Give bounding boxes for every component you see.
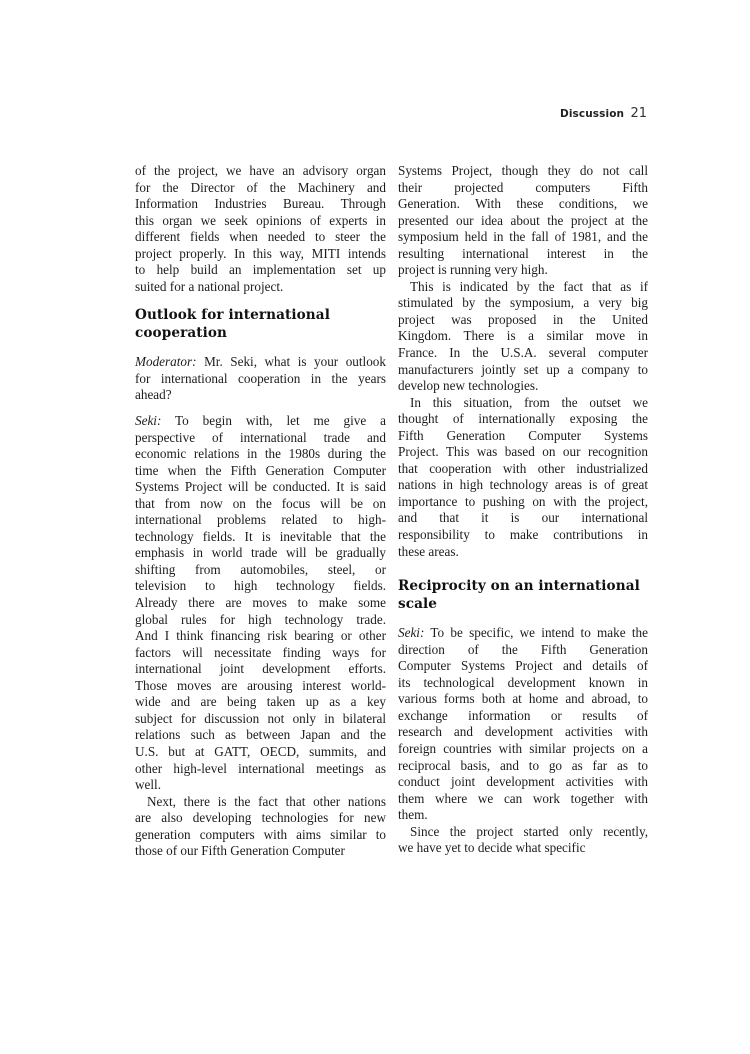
text-line: various forms both at home and abroad, to xyxy=(398,691,648,707)
text-line: other high-level international meetings as xyxy=(135,760,386,776)
text-line: foreign countries with similar projects on a xyxy=(398,740,648,756)
text-line: we have yet to decide what specific xyxy=(398,840,586,856)
text-line: project is running very high. xyxy=(398,262,548,278)
text-line: these areas. xyxy=(398,543,459,559)
running-header xyxy=(560,106,647,121)
text-line: different fields when needed to steer the xyxy=(135,229,386,245)
text-line: time when the Fifth Generation Computer xyxy=(135,462,386,478)
text-line: Kingdom. There is a similar move in xyxy=(398,328,648,344)
text-line: Moderator: Mr. Seki, what is your outlook xyxy=(135,354,386,370)
text-line: stimulated by the symposium, a very big xyxy=(398,295,648,311)
text-line: manufacturers jointly set up a company to xyxy=(398,361,648,377)
text-line: Systems Project, though they do not call xyxy=(398,163,648,178)
text-line: Seki: To be specific, we intend to make the xyxy=(398,625,648,641)
text-line: shifting from automobiles, steel, or xyxy=(135,561,386,577)
text-line: Information Industries Bureau. Through xyxy=(135,196,386,212)
text-line: them. xyxy=(398,807,428,823)
text-line: Seki: To begin with, let me give a xyxy=(135,413,386,429)
text-line: Next, there is the fact that other nations xyxy=(147,793,386,809)
text-line: are also developing technologies for new xyxy=(135,810,386,826)
section-heading-reciprocity: Reciprocity on an international scale xyxy=(398,578,640,612)
text-line: ahead? xyxy=(135,387,172,403)
text-line: television to high technology fields. xyxy=(135,578,386,594)
text-line: of the project, we have an advisory organ xyxy=(135,163,386,178)
text-line: their projected computers Fifth xyxy=(398,179,648,195)
text-line: technology fields. It is inevitable that the xyxy=(135,528,386,544)
text-line: international joint development efforts. xyxy=(135,661,386,677)
text-line: generation computers with aims similar to xyxy=(135,826,386,842)
right-column xyxy=(398,163,648,857)
paragraph-seki-specific xyxy=(398,625,648,824)
text-line: project was proposed in the United xyxy=(398,311,648,327)
section-heading-outlook: Outlook for international cooperation xyxy=(135,307,330,341)
text-line: exchange information or results of xyxy=(398,707,648,723)
text-line: direction of the Fifth Generation xyxy=(398,641,648,657)
text-line: international problems related to high- xyxy=(135,512,386,528)
text-line: Already there are moves to make some xyxy=(135,595,386,611)
text-line: nations in high technology areas is of great xyxy=(398,477,648,493)
paragraph xyxy=(398,395,648,560)
text-line: develop new technologies. xyxy=(398,378,539,394)
left-column xyxy=(135,163,386,860)
text-line: factors will necessitate finding ways for xyxy=(135,644,386,660)
paragraph xyxy=(398,163,648,279)
text-line: its technological development known in xyxy=(398,674,648,690)
paragraph-seki-answer xyxy=(135,413,386,794)
text-line: Project. This was based on our recognition xyxy=(398,444,648,460)
text-line: reciprocal basis, and to go as far as to xyxy=(398,757,648,773)
text-line: responsibility to make contributions in xyxy=(398,527,648,543)
text-line: France. In the U.S.A. several computer xyxy=(398,345,648,361)
text-line: wide and are being taken up as a key xyxy=(135,694,386,710)
text-line: Those moves are arousing interest world- xyxy=(135,677,386,693)
text-line: them where we can work together with xyxy=(398,790,648,806)
text-line: Fifth Generation Computer Systems xyxy=(398,427,648,443)
text-line: symposium held in the fall of 1981, and the xyxy=(398,229,648,245)
section-title: Discussion xyxy=(560,108,625,120)
text-line: economic relations in the 1980s during the xyxy=(135,446,386,462)
text-line: U.S. but at GATT, OECD, summits, and xyxy=(135,743,386,759)
text-line: this organ we seek opinions of experts in xyxy=(135,212,386,228)
text-line: research and development activities with xyxy=(398,724,648,740)
text-line: Generation. With these conditions, we xyxy=(398,196,648,212)
text-line: those of our Fifth Generation Computer xyxy=(135,843,345,859)
text-line: resulting international interest in the xyxy=(398,245,648,261)
text-line: and that it is our international xyxy=(398,510,648,526)
paragraph xyxy=(135,794,386,860)
text-line: conduct joint development activities with xyxy=(398,774,648,790)
text-line: emphasis in world trade will be gradually xyxy=(135,545,386,561)
page-number: 21 xyxy=(630,106,647,121)
paragraph xyxy=(398,279,648,395)
text-line: Computer Systems Project and details of xyxy=(398,658,648,674)
text-line: well. xyxy=(135,777,162,793)
speaker-label: Seki: xyxy=(398,625,425,641)
text-line: to help build an implementation set up xyxy=(135,262,386,278)
text-line: thought of internationally exposing the xyxy=(398,411,648,427)
text-line: Since the project started only recently, xyxy=(410,823,648,839)
paragraph xyxy=(135,163,386,295)
text-line: that cooperation with other industrialized xyxy=(398,460,648,476)
text-line: global rules for high technology trade. xyxy=(135,611,386,627)
text-line: for international cooperation in the years xyxy=(135,370,386,386)
text-line: presented our idea about the project at the xyxy=(398,212,648,228)
text-line: In this situation, from the outset we xyxy=(410,394,648,410)
text-line: for the Director of the Machinery and xyxy=(135,179,386,195)
text-line: Systems Project will be conducted. It is said xyxy=(135,479,386,495)
paragraph xyxy=(398,824,648,857)
speaker-label: Moderator: xyxy=(135,354,197,370)
text-line: project properly. In this way, MITI intends xyxy=(135,245,386,261)
text-line: perspective of international trade and xyxy=(135,429,386,445)
text-line: subject for discussion not only in bilateral xyxy=(135,710,386,726)
text-line: relations such as between Japan and the xyxy=(135,727,386,743)
text-line: And I think financing risk bearing or other xyxy=(135,628,386,644)
text-line: importance to pushing on with the project, xyxy=(398,493,648,509)
speaker-label: Seki: xyxy=(135,413,162,429)
text-line: suited for a national project. xyxy=(135,278,284,294)
text-line: This is indicated by the fact that as if xyxy=(410,278,648,294)
text-line: that from now on the focus will be on xyxy=(135,495,386,511)
paragraph-moderator-question xyxy=(135,354,386,404)
